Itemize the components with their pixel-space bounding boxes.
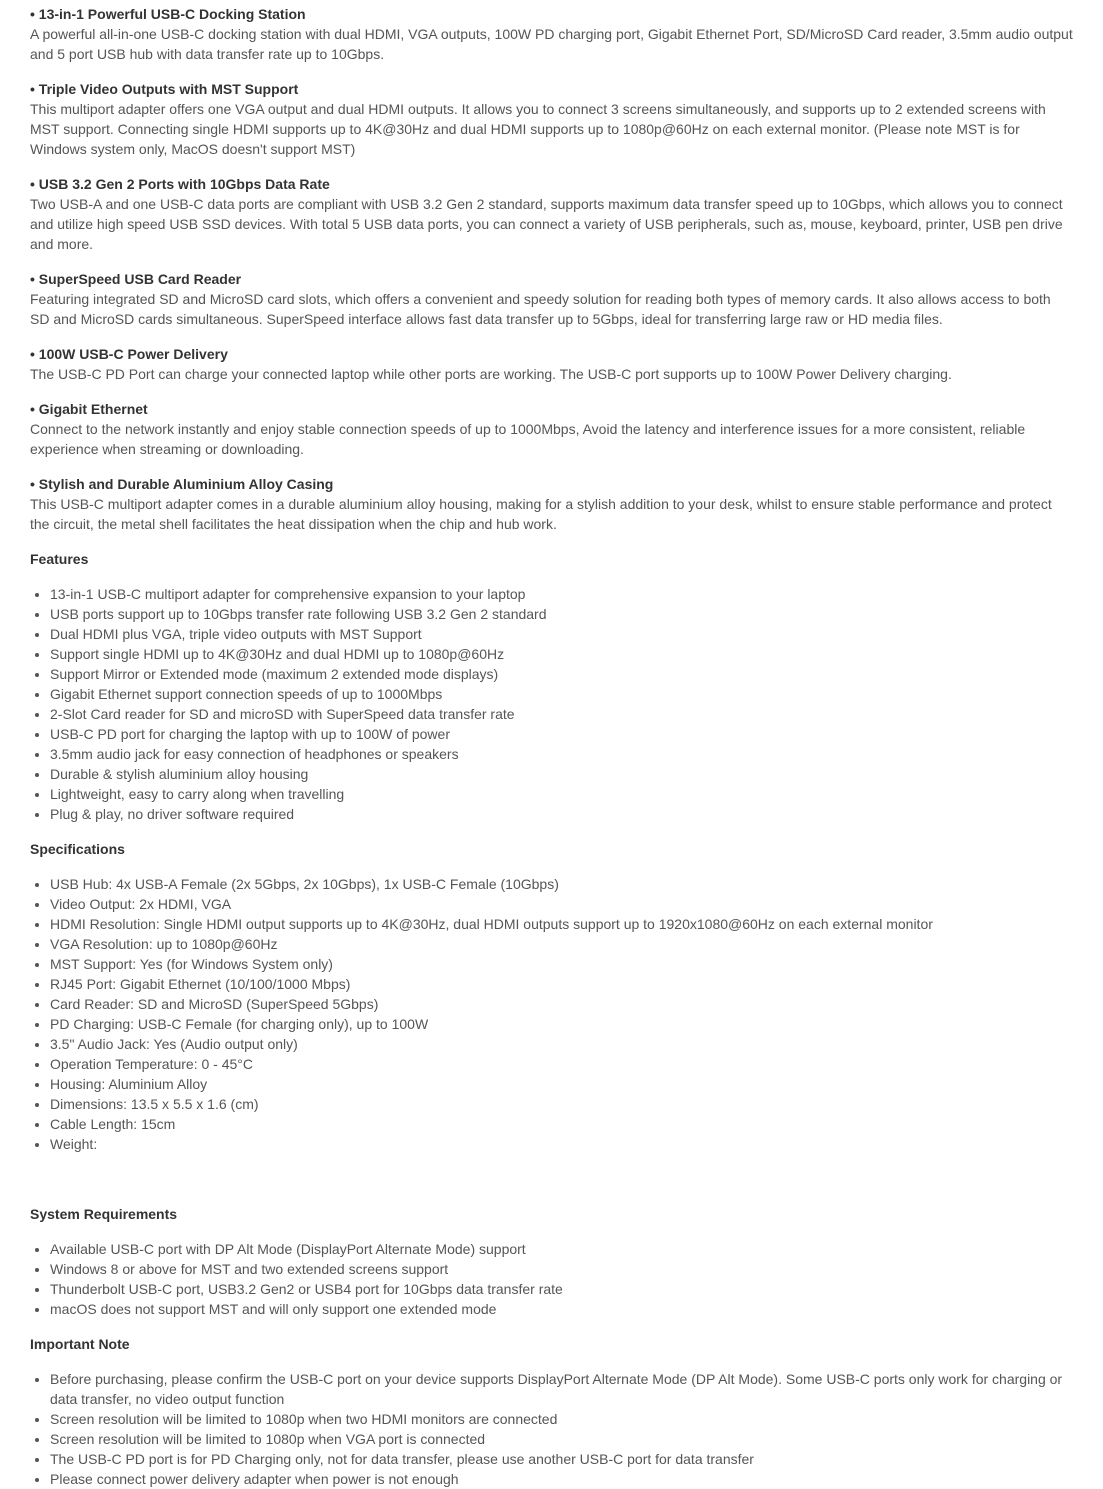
list-item: • 3.5" Audio Jack: Yes (Audio output only) (50, 1034, 1073, 1054)
list-item: • Dual HDMI plus VGA, triple video outputs with MST Support (50, 624, 1073, 644)
list-item: • Dimensions: 13.5 x 5.5 x 1.6 (cm) (50, 1094, 1073, 1114)
list-item: • 13-in-1 USB-C multiport adapter for comprehensive expansion to your laptop (50, 584, 1073, 604)
list-item: • Gigabit Ethernet support connection speeds of up to 1000Mbps (50, 684, 1073, 704)
section-title: • SuperSpeed USB Card Reader (30, 271, 242, 287)
list-item: • MST Support: Yes (for Windows System only) (50, 954, 1073, 974)
list-item: • USB-C PD port for charging the laptop with up to 100W of power (50, 724, 1073, 744)
section-title: • USB 3.2 Gen 2 Ports with 10Gbps Data Rate (30, 176, 330, 192)
section-aluminium-casing (30, 474, 1073, 534)
list-item: • macOS does not support MST and will only support one extended mode (50, 1299, 1073, 1319)
section-body: This multiport adapter offers one VGA output and dual HDMI outputs. It allows you to connect 3 screens simultaneously, and supports up to 2 extended screens with MST support. Connecting single HDMI supports up to 4K@30Hz and dual HDMI supports up to 1080p@60Hz on each external monitor. (Please note MST is for Windows system only, MacOS doesn't support MST) (30, 101, 1046, 157)
list-item: • VGA Resolution: up to 1080p@60Hz (50, 934, 1073, 954)
section-body: This USB-C multiport adapter comes in a durable aluminium alloy housing, making for a stylish addition to your desk, whilst to ensure stable performance and protect the circuit, the metal shell facilitates the heat dissipation when the chip and hub work. (30, 496, 1052, 532)
section-power-delivery (30, 344, 1073, 384)
section-usb-ports (30, 174, 1073, 254)
list-item: • Before purchasing, please confirm the USB-C port on your device supports DisplayPort Alternate Mode (DP Alt Mode). Some USB-C ports only work for charging or data transfer, no video output function (50, 1369, 1073, 1409)
list-item: • The USB-C PD port is for PD Charging only, not for data transfer, please use another USB-C port for data transfer (50, 1449, 1073, 1469)
specifications-list (30, 874, 1073, 1154)
list-item: • Support single HDMI up to 4K@30Hz and dual HDMI up to 1080p@60Hz (50, 644, 1073, 664)
list-item: • Weight: (50, 1134, 1073, 1154)
list-item: • USB Hub: 4x USB-A Female (2x 5Gbps, 2x 10Gbps), 1x USB-C Female (10Gbps) (50, 874, 1073, 894)
blank-spacer (30, 1154, 1073, 1189)
section-video-outputs (30, 79, 1073, 159)
list-item: • Video Output: 2x HDMI, VGA (50, 894, 1073, 914)
list-item: • RJ45 Port: Gigabit Ethernet (10/100/1000 Mbps) (50, 974, 1073, 994)
list-item: • Housing: Aluminium Alloy (50, 1074, 1073, 1094)
important-note-heading: Important Note (30, 1336, 130, 1352)
list-item: • Operation Temperature: 0 - 45°C (50, 1054, 1073, 1074)
section-body: Connect to the network instantly and enjoy stable connection speeds of up to 1000Mbps, Avoid the latency and interference issues for a more consistent, reliable experience when streaming or downloading. (30, 421, 1026, 457)
section-gigabit-ethernet (30, 399, 1073, 459)
list-item: • 3.5mm audio jack for easy connection of headphones or speakers (50, 744, 1073, 764)
list-item: • USB ports support up to 10Gbps transfer rate following USB 3.2 Gen 2 standard (50, 604, 1073, 624)
list-item: • Please connect power delivery adapter when power is not enough (50, 1469, 1073, 1489)
section-docking-station (30, 4, 1073, 64)
system-requirements-heading: System Requirements (30, 1206, 178, 1222)
features-list (30, 584, 1073, 824)
section-title: • Stylish and Durable Aluminium Alloy Casing (30, 476, 334, 492)
list-item: • Thunderbolt USB-C port, USB3.2 Gen2 or USB4 port for 10Gbps data transfer rate (50, 1279, 1073, 1299)
list-item: • 2-Slot Card reader for SD and microSD with SuperSpeed data transfer rate (50, 704, 1073, 724)
list-item: • Cable Length: 15cm (50, 1114, 1073, 1134)
list-item: • Durable & stylish aluminium alloy housing (50, 764, 1073, 784)
system-requirements-list (30, 1239, 1073, 1319)
list-item: • Available USB-C port with DP Alt Mode (DisplayPort Alternate Mode) support (50, 1239, 1073, 1259)
section-body: The USB-C PD Port can charge your connected laptop while other ports are working. The USB-C port supports up to 100W Power Delivery charging. (30, 366, 952, 382)
section-title: • Gigabit Ethernet (30, 401, 148, 417)
list-item: • Lightweight, easy to carry along when travelling (50, 784, 1073, 804)
section-body: A powerful all-in-one USB-C docking station with dual HDMI, VGA outputs, 100W PD charging port, Gigabit Ethernet Port, SD/MicroSD Card reader, 3.5mm audio output and 5 port USB hub with data transfer rate up to 10Gbps. (30, 26, 1073, 62)
section-body: Two USB-A and one USB-C data ports are compliant with USB 3.2 Gen 2 standard, supports maximum data transfer speed up to 10Gbps, which allows you to connect and utilize high speed USB SSD devices. With total 5 USB data ports, you can connect a variety of USB peripherals, such as, mouse, keyboard, printer, USB pen drive and more. (30, 196, 1063, 252)
section-title: • 100W USB-C Power Delivery (30, 346, 228, 362)
list-item: • Plug & play, no driver software required (50, 804, 1073, 824)
list-item: • Screen resolution will be limited to 1080p when VGA port is connected (50, 1429, 1073, 1449)
section-title: • 13-in-1 Powerful USB-C Docking Station (30, 6, 306, 22)
section-body: Featuring integrated SD and MicroSD card slots, which offers a convenient and speedy solution for reading both types of memory cards. It also allows access to both SD and MicroSD cards simultaneous. SuperSpeed interface allows fast data transfer up to 5Gbps, ideal for transferring large raw or HD media files. (30, 291, 1051, 327)
list-item: • Card Reader: SD and MicroSD (SuperSpeed 5Gbps) (50, 994, 1073, 1014)
list-item: • Support Mirror or Extended mode (maximum 2 extended mode displays) (50, 664, 1073, 684)
section-card-reader (30, 269, 1073, 329)
section-title: • Triple Video Outputs with MST Support (30, 81, 299, 97)
blank-spacer (30, 1189, 1073, 1204)
list-item: • HDMI Resolution: Single HDMI output supports up to 4K@30Hz, dual HDMI outputs support up to 1920x1080@60Hz on each external monitor (50, 914, 1073, 934)
important-note-list (30, 1369, 1073, 1489)
list-item: • Windows 8 or above for MST and two extended screens support (50, 1259, 1073, 1279)
features-heading: Features (30, 551, 89, 567)
specifications-heading: Specifications (30, 841, 125, 857)
list-item: • PD Charging: USB-C Female (for charging only), up to 100W (50, 1014, 1073, 1034)
list-item: • Screen resolution will be limited to 1080p when two HDMI monitors are connected (50, 1409, 1073, 1429)
